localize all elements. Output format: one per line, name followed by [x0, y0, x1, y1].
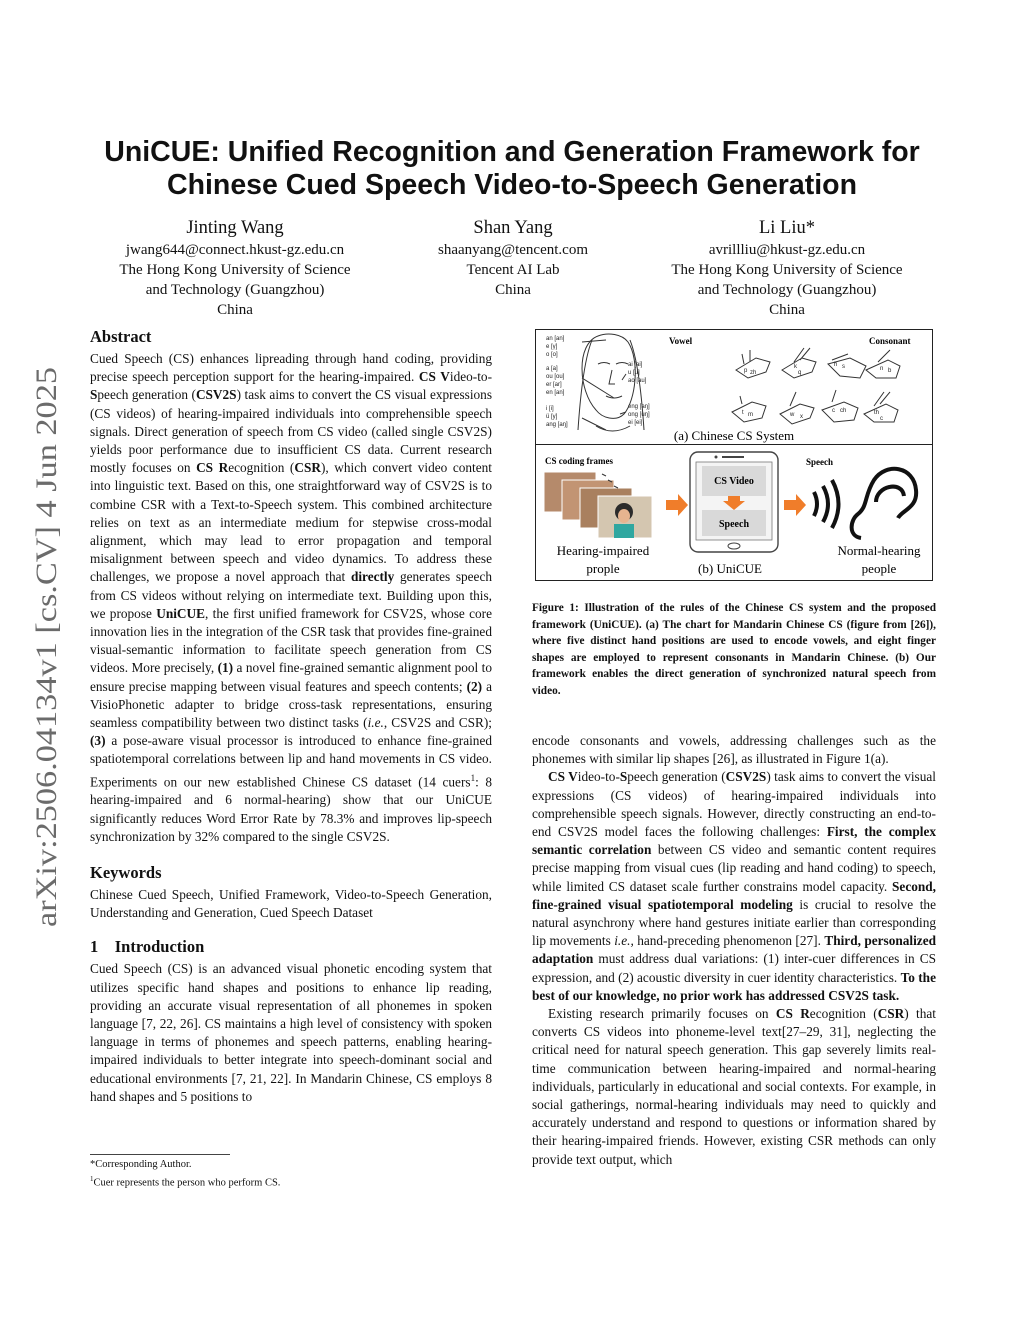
svg-text:m: m [748, 412, 753, 418]
author-email[interactable]: avrillliu@hkust-gz.edu.cn [708, 242, 866, 258]
svg-text:ong [uŋ]: ong [uŋ] [628, 412, 650, 418]
svg-text:an [an]: an [an] [546, 336, 565, 342]
consonant-label: Consonant [869, 336, 911, 346]
phone-icon [690, 452, 778, 552]
svg-text:ou [ou]: ou [ou] [546, 374, 565, 380]
speech-label: Speech [806, 457, 833, 467]
author-affiliation: The Hong Kong University of Science [119, 262, 351, 278]
author-email[interactable]: shaanyang@tencent.com [437, 242, 588, 258]
svg-text:p: p [744, 368, 748, 374]
keywords-text: Chinese Cued Speech, Unified Framework, Video-to-Speech Generation, Understanding and Generation, Cued Speech Dataset [90, 886, 492, 921]
right-paragraph-2: CS Video-to-Speech generation (CSV2S) task aims to convert the visual expressions (CS videos) of hearing-impaired individuals into comprehensible speech signals. However, directly constructing an end-to-end CSV2S model faces the following challenges: First, the complex semantic correlation between CS video and semantic content requires precise mapping from visual cues (lip reading and hand coding) to speech, while limited CS dataset scale further constrains model capacity. Second, fine-grained visual spatiotemporal modeling is crucial to resolve the natural asynchrony where hand gestures initiate earlier than corresponding lip movements i.e., hand-preceding phenomenon [27]. Third, personalized adaptation must address dual variations: (1) inter-cuer differences in CS expression, and (2) acoustic diversity in cuer identity characteristics. To the best of our knowledge, no prior work has addressed CSV2S task. [532, 769, 937, 1003]
introduction-text: Cued Speech (CS) is an advanced visual phonetic encoding system that utilizes specific hand shapes and positions to enhance lip reading, providing an accurate visual representation of all phonemes in spoken language [7, 22, 26]. CS maintains a high level of consistency with spoken language in terms of phonemes and speech patterns, enabling hearing-impaired individuals to better integrate into speech-dominant social and educational environments [7, 21, 22]. In Mandarin Chinese, CS employs 8 hand shapes and 5 positions to [90, 961, 492, 1104]
abstract-heading: Abstract [90, 327, 152, 346]
title-line-2: Chinese Cued Speech Video-to-Speech Generation [167, 169, 857, 201]
footnote-corresponding: *Corresponding Author. [90, 1159, 192, 1170]
author-country: China [217, 302, 253, 318]
arxiv-identifier: arXiv:2506.04134v1 [cs.CV] 4 Jun 2025 [30, 437, 63, 927]
ear-icon [852, 469, 917, 538]
svg-text:zh: zh [750, 370, 757, 376]
svg-text:x: x [800, 414, 803, 420]
hearing-impaired-label-2: prople [586, 561, 620, 576]
author-affiliation: Tencent AI Lab [466, 262, 560, 278]
svg-text:ang [aŋ]: ang [aŋ] [546, 422, 568, 428]
keywords-heading: Keywords [90, 862, 162, 882]
abstract-text: Cued Speech (CS) enhances lipreading through hand coding, providing precise speech perception support for the hearing-impaired. CS Video-to-Speech generation (CSV2S) task aims to convert the CS visual expressions (CS videos) of hearing-impaired individuals into comprehensible speech signals. Direct generation of speech from CS video (called single CSV2S) yields poor performance due to insufficient CS data. Current research mostly focuses on CS Recognition (CSR), which convert video content into linguistic text. Based on this, one straightforward way of CSV2S is to combine CSR with a Text-to-Speech system. This combined architecture relies on text as an intermediate medium for stepwise cross-modal alignment, which may lead to error propagation and temporal misalignment between speech and video dynamics. To address these challenges, we propose a novel approach that directly generates speech from CS videos without relying on intermediate text. Building upon this, we propose UniCUE, the first unified framework for CSV2S, whose core innovation lies in the integration of the CSR task that provides fine-grained visual-semantic information to facilitate speech generation from CS videos. More precisely, (1) a novel fine-grained semantic alignment pool to ensure precise mapping between visual features and speech contents; (2) a VisioPhonetic adapter to bridge cross-task representations, ensuring seamless compatibility between two distinct tasks (i.e., CSV2S and CSR); (3) a pose-aware visual processor is introduced to enhance fine-grained spatiotemporal correlations between lip and hand movements in CS video. Experiments on our new established Chinese CS dataset (14 cuers$^1$: 8 hearing-impaired and 6 normal-hearing) show that our UniCUE significantly reduces Word Error Rate by 78.3% and improves lip-speech synchronization by 32% compared to the single CSV2S. [90, 351, 493, 844]
figure-1 [535, 329, 933, 581]
author-name: Jinting Wang [186, 218, 284, 238]
right-paragraph-3: Existing research primarily focuses on CS Recognition (CSR) that converts CS videos into phoneme-level text[27–29, 31], neglecting the critical need for natural speech generation. This gap severely limits real-time communication between hearing-impaired and normal-hearing individuals, particularly in educational and social contexts. For example, in social gatherings, normal-hearing individuals may need to quickly and accurately understand and respond to questions or information shared by their hearing-impaired friends. However, existing CSR methods can only provide text output, which [532, 1006, 936, 1167]
normal-hearing-label-2: people [861, 561, 897, 576]
svg-text:th: th [874, 410, 880, 416]
svg-text:h: h [834, 362, 838, 368]
svg-text:i [i]: i [i] [546, 406, 554, 412]
figure-divider [536, 444, 932, 445]
svg-text:o [o]: o [o] [546, 352, 558, 358]
author-3 [652, 216, 922, 320]
normal-hearing-label: Normal-hearing [837, 543, 921, 558]
svg-text:k: k [794, 364, 797, 370]
author-country: China [769, 302, 805, 318]
svg-text:ü [y]: ü [y] [546, 414, 558, 420]
svg-text:b: b [888, 368, 892, 374]
svg-text:s: s [842, 364, 845, 370]
svg-text:u [u]: u [u] [628, 370, 640, 376]
svg-text:ao [au]: ao [au] [628, 378, 647, 384]
author-affiliation: The Hong Kong University of Science [671, 262, 903, 278]
svg-text:eng [aŋ]: eng [aŋ] [628, 404, 650, 410]
paper-title [60, 136, 964, 202]
svg-text:t: t [742, 410, 744, 416]
cs-video-box-label: CS Video [714, 476, 754, 487]
footnote-rule [90, 1154, 230, 1155]
author-country: China [495, 282, 531, 298]
svg-text:q: q [798, 370, 802, 376]
svg-text:ai [ai]: ai [ai] [628, 362, 643, 368]
speech-box-label: Speech [719, 519, 749, 530]
cs-video-frames-icon [544, 472, 652, 538]
svg-text:ei [ei]: ei [ei] [628, 420, 643, 426]
svg-text:e [γ]: e [γ] [546, 344, 558, 350]
introduction-heading: 1 Introduction [90, 937, 205, 957]
hearing-impaired-label: Hearing-impaired [556, 543, 650, 558]
arrow-right-icon [784, 494, 806, 516]
svg-text:er [ar]: er [ar] [546, 382, 562, 388]
figure-part-a-label: (a) Chinese CS System [673, 428, 795, 443]
vowel-label: Vowel [669, 336, 693, 346]
author-name: Li Liu* [758, 218, 815, 238]
svg-text:n: n [880, 366, 884, 372]
author-affiliation: and Technology (Guangzhou) [145, 282, 325, 298]
svg-text:ch: ch [840, 408, 847, 414]
figure-caption: Figure 1: Illustration of the rules of the Chinese CS system and the proposed framework (UniCUE). (a) The chart for Mandarin Chinese CS (figure from [26]), where five distinct hand positions are used to encode vowels, and eight finger shapes are employed to represent consonants in Mandarin Chinese. (b) Our framework enables the direct generation of synchronized natural speech from video. [532, 602, 936, 697]
footnotes [90, 1154, 492, 1191]
arxiv-side-stamp [18, 365, 66, 930]
figure-part-b-label: (b) UniCUE [698, 561, 762, 576]
left-column [90, 326, 492, 1106]
author-2 [413, 216, 613, 300]
right-column [532, 732, 936, 1169]
cs-frames-label: CS coding frames [545, 456, 613, 466]
author-affiliation: and Technology (Guangzhou) [697, 282, 877, 298]
sound-wave-icon [814, 480, 839, 528]
right-paragraph-1: encode consonants and vowels, addressing challenges such as the phonemes with similar lip shapes [26], as illustrated in Figure 1(a). [532, 733, 936, 767]
svg-text:c: c [832, 408, 835, 414]
title-line-1: UniCUE: Unified Recognition and Generation Framework for [104, 136, 920, 168]
footnote-cuer: $^1$Cuer represents the person who perform CS. [90, 1175, 281, 1189]
svg-text:c: c [880, 416, 883, 422]
consonant-letters [742, 362, 892, 422]
author-email[interactable]: jwang644@connect.hkust-gz.edu.cn [125, 242, 345, 258]
arrow-right-icon [666, 494, 688, 516]
svg-text:a [a]: a [a] [546, 366, 558, 372]
author-1 [100, 216, 370, 320]
svg-text:en [an]: en [an] [546, 390, 565, 396]
svg-text:w: w [790, 412, 795, 418]
author-name: Shan Yang [473, 218, 553, 238]
